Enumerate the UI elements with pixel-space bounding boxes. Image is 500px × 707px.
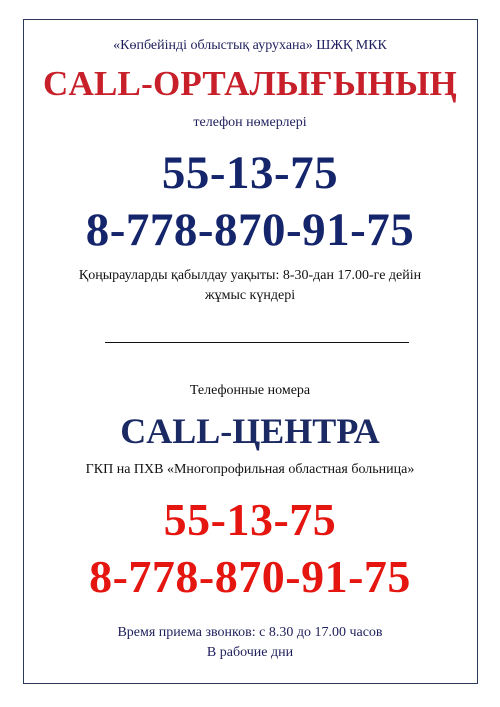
kz-phone-short: 55-13-75 [161, 147, 339, 199]
ru-phone-long: 8-778-870-91-75 [89, 551, 411, 602]
kz-hours-text: Қоңырауларды қабылдау уақыты: 8-30-дан 17.00-ге дейін [78, 268, 422, 283]
kz-phone-numbers-label: телефон нөмерлері [193, 115, 307, 130]
ru-hours-text: Время приема звонков: с 8.30 до 17.00 часов [117, 625, 383, 640]
kz-organization-name: «Көпбейінді облыстық аурухана» ШЖҚ МКК [113, 38, 387, 53]
kz-call-center-title: CALL-ОРТАЛЫҒЫНЫҢ [43, 64, 457, 103]
kz-phone-long: 8-778-870-91-75 [85, 204, 415, 256]
ru-phone-numbers-label: Телефонные номера [189, 383, 311, 398]
section-divider [105, 342, 409, 343]
ru-call-center-title: CALL-ЦЕНТРА [120, 411, 380, 451]
ru-organization-name: ГКП на ПХВ «Многопрофильная областная больница» [85, 462, 415, 477]
ru-working-days-text: В рабочие дни [206, 645, 294, 660]
ru-phone-short: 55-13-75 [163, 494, 337, 545]
kz-working-days-text: жұмыс күндері [204, 288, 296, 303]
